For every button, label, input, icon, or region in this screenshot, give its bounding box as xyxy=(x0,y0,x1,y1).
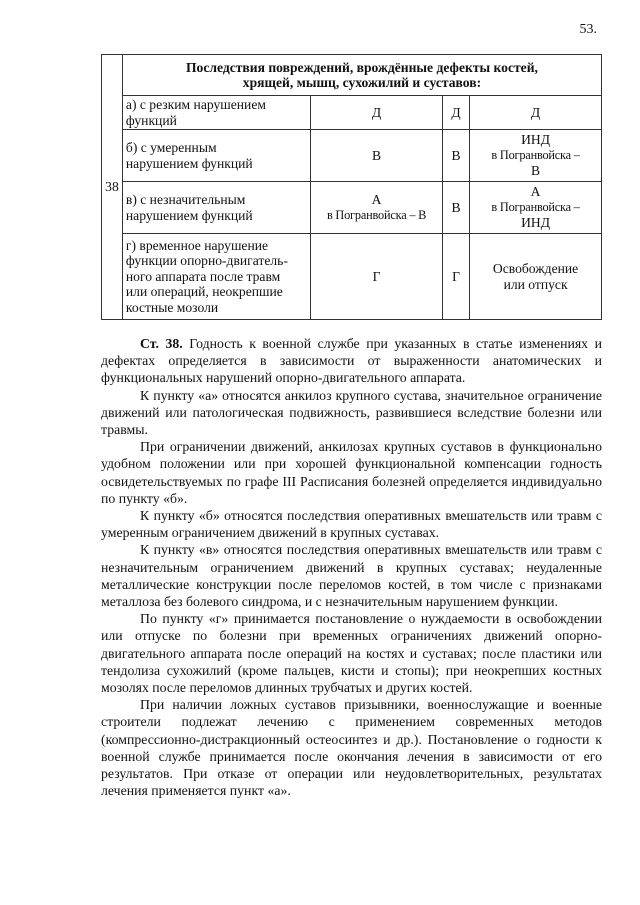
category-value: Д xyxy=(371,104,382,120)
article-number: 38 xyxy=(105,179,119,195)
category-note: в Погранвойска – В xyxy=(326,207,427,222)
article-title-cell xyxy=(122,55,601,96)
category-value: ИНД xyxy=(521,215,551,231)
item-a-description xyxy=(122,96,310,130)
description-line: нарушением функций xyxy=(125,207,253,223)
category-value: Г xyxy=(372,268,381,284)
item-b-graph-1 xyxy=(311,130,443,182)
category-value: В xyxy=(451,199,461,215)
category-value: ИНД xyxy=(521,132,551,148)
category-value: А xyxy=(371,192,382,207)
category-value: А xyxy=(530,184,541,200)
table-row xyxy=(102,130,602,182)
description-line: костные мозоли xyxy=(125,299,219,315)
category-note: в Погранвойска – xyxy=(491,199,580,214)
description-line: нарушением функций xyxy=(125,155,253,171)
table-row xyxy=(102,234,602,320)
category-value: Г xyxy=(452,268,460,284)
description-line: или операций, неокрепшие xyxy=(125,284,283,300)
table-row xyxy=(102,182,602,234)
category-note: в Погранвойска – xyxy=(491,147,580,162)
category-value: Д xyxy=(530,104,541,120)
disease-schedule-table xyxy=(101,54,602,320)
table-row xyxy=(102,96,602,130)
item-d-graph-3 xyxy=(470,234,602,320)
paragraph: К пункту «а» относятся анкилоз крупного сустава, значительное ограничение движений или патологическая подвижность, развившиеся вследствие болезни или травмы. xyxy=(101,387,602,438)
paragraph: При ограничении движений, анкилозах крупных суставов в функционально удобном положении или при хорошей функциональной компенсации годность освидетельствуемых по графе III Расписания болезней определяется индивидуально по пункту «б». xyxy=(101,439,602,506)
category-value: Д xyxy=(451,104,461,120)
paragraph: К пункту «в» относятся последствия оперативных вмешательств или травм с незначительным ограничением движений в крупных суставах; неудаленные металлические конструкции после переломов костей, в том числе с признаками металлоза без болевого синдрома, и с незначительным нарушением функции. xyxy=(101,542,602,610)
category-value: В xyxy=(451,147,461,163)
table-header-row xyxy=(102,55,602,96)
item-b-graph-2 xyxy=(442,130,469,182)
description-line: в) с незначительным xyxy=(125,192,246,207)
paragraph: К пункту «б» относятся последствия оперативных вмешательств или травм с умеренным ограничением движений в крупных суставах. xyxy=(101,508,602,541)
item-b-graph-3 xyxy=(470,130,602,182)
article-title-line: хрящей, мышц, сухожилий и суставов: xyxy=(242,75,482,90)
description-line: б) с умеренным xyxy=(125,140,217,155)
item-b-description xyxy=(122,130,310,182)
description-line: ного аппарата после травм xyxy=(125,268,281,284)
item-c-graph-1 xyxy=(311,182,443,234)
category-value: или отпуск xyxy=(503,276,568,292)
page-number: 53. xyxy=(579,22,597,37)
item-a-graph-2 xyxy=(442,96,469,130)
description-line: функции опорно-двигатель- xyxy=(125,253,288,269)
description-line: а) с резким нарушением xyxy=(125,97,266,112)
article-number-cell xyxy=(102,55,123,320)
article-title-line: Последствия повреждений, врождённые дефекты костей, xyxy=(185,59,538,75)
paragraph-text: Годность к военной службе при указанных в статье изменениях и дефектах определяется в зависимости от выраженности анатомических и функциональных нарушений опорно-двигательного аппарата. xyxy=(101,336,602,386)
item-d-description xyxy=(122,234,310,320)
article-label: Ст. 38. xyxy=(140,336,183,351)
paragraph: По пункту «г» принимается постановление о нуждаемости в освобождении или отпуске по болезни при временных ограничениях движений опорно-двигательного аппарата после операций на костях и суставах; после пластики или тендолиза сухожилий (кроме пальцев, кисти и стопы); при неокрепших костных мозолях после переломов длинных трубчатых и других костей. xyxy=(101,611,602,696)
description-line: функций xyxy=(125,112,177,128)
item-c-description xyxy=(122,182,310,234)
article-commentary xyxy=(101,335,602,799)
item-c-graph-2 xyxy=(442,182,469,234)
category-value: В xyxy=(531,163,541,179)
item-d-graph-2 xyxy=(442,234,469,320)
item-c-graph-3 xyxy=(470,182,602,234)
category-value: Освобождение xyxy=(492,261,579,276)
item-d-graph-1 xyxy=(311,234,443,320)
item-a-graph-3 xyxy=(470,96,602,130)
paragraph xyxy=(101,335,602,387)
paragraph: При наличии ложных суставов призывники, военнослужащие и военные строители подлежат лечению с применением современных методов (компрессионно-дистракционный остеосинтез и др.). Постановление о годности к военной службе принимается после окончания лечения в зависимости от его результатов. При отказе от операции или неудовлетворительных, результатах лечения применяется пункт «а». xyxy=(101,697,602,799)
description-line: г) временное нарушение xyxy=(125,237,269,253)
item-a-graph-1 xyxy=(311,96,443,130)
category-value: В xyxy=(372,147,382,163)
